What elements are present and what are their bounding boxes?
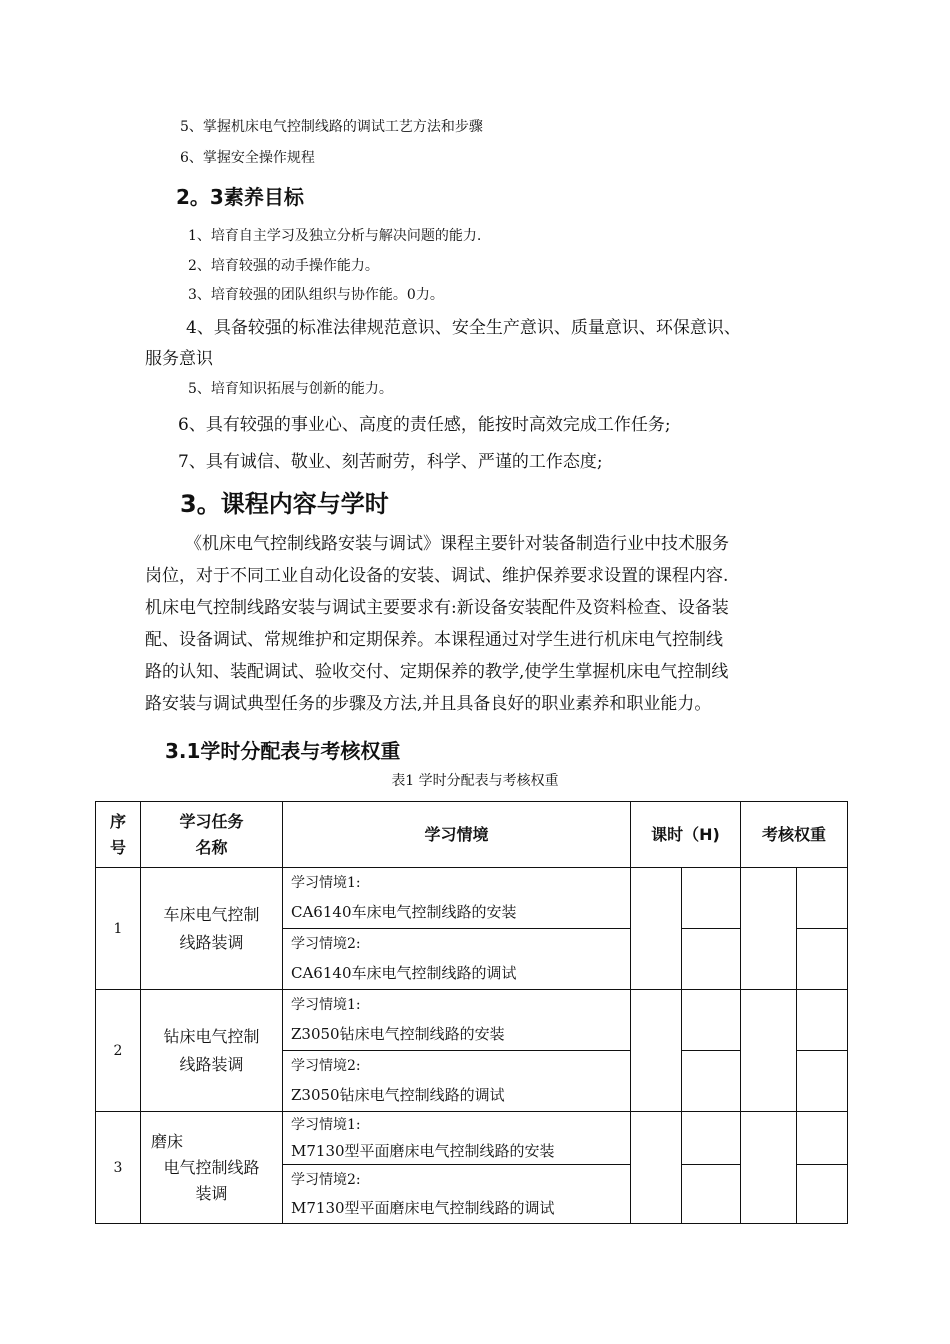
weight-total-cell bbox=[741, 1112, 797, 1224]
table-row bbox=[96, 990, 848, 1051]
weight-cell bbox=[797, 990, 848, 1051]
header-task: 学习任务 名称 bbox=[141, 802, 283, 868]
table-row bbox=[96, 868, 848, 929]
skill-item-5: 5、掌握机床电气控制线路的调试工艺方法和步骤 bbox=[180, 119, 483, 135]
literacy-item-4: 4、具备较强的标准法律规范意识、安全生产意识、质量意识、环保意识、 bbox=[186, 318, 741, 338]
header-weight: 考核权重 bbox=[741, 802, 848, 868]
hours-allocation-table bbox=[95, 801, 848, 1224]
paragraph-line: 《机床电气控制线路安装与调试》课程主要针对装备制造行业中技术服务 bbox=[185, 534, 729, 554]
hours-cell bbox=[682, 868, 741, 929]
hours-total-cell bbox=[631, 990, 682, 1112]
paragraph-line: 岗位，对于不同工业自动化设备的安装、调试、维护保养要求设置的课程内容. bbox=[145, 566, 729, 586]
task-name: 磨床 电气控制线路 装调 bbox=[141, 1112, 283, 1224]
header-situation: 学习情境 bbox=[283, 802, 631, 868]
hours-cell bbox=[682, 990, 741, 1051]
skill-item-6: 6、掌握安全操作规程 bbox=[180, 150, 315, 166]
literacy-item-5: 5、培育知识拓展与创新的能力。 bbox=[188, 381, 393, 397]
table-caption: 表1 学时分配表与考核权重 bbox=[391, 773, 559, 789]
weight-total-cell bbox=[741, 868, 797, 990]
course-paragraph bbox=[145, 528, 810, 720]
situation-cell: 学习情境1: Z3050钻床电气控制线路的安装 bbox=[283, 990, 631, 1051]
hours-cell bbox=[682, 1051, 741, 1112]
hours-cell bbox=[682, 929, 741, 990]
weight-cell bbox=[797, 1165, 848, 1224]
paragraph-line: 路安装与调试典型任务的步骤及方法,并且具备良好的职业素养和职业能力。 bbox=[145, 694, 712, 714]
literacy-heading: 2。3素养目标 bbox=[176, 185, 304, 209]
literacy-item-1: 1、培育自主学习及独立分析与解决问题的能力. bbox=[188, 228, 482, 244]
weight-cell bbox=[797, 929, 848, 990]
row-index: 3 bbox=[96, 1112, 141, 1224]
course-heading: 3。课程内容与学时 bbox=[180, 490, 389, 518]
weight-cell bbox=[797, 1112, 848, 1165]
header-seq: 序 号 bbox=[96, 802, 141, 868]
weight-cell bbox=[797, 868, 848, 929]
literacy-item-2: 2、培育较强的动手操作能力。 bbox=[188, 258, 379, 274]
situation-cell: 学习情境1: CA6140车床电气控制线路的安装 bbox=[283, 868, 631, 929]
paragraph-line: 配、设备调试、常规维护和定期保养。本课程通过对学生进行机床电气控制线 bbox=[145, 630, 723, 650]
literacy-item-4-cont: 服务意识 bbox=[145, 349, 213, 369]
task-name: 车床电气控制 线路装调 bbox=[141, 868, 283, 990]
situation-cell: 学习情境2: M7130型平面磨床电气控制线路的调试 bbox=[283, 1165, 631, 1224]
hours-cell bbox=[682, 1112, 741, 1165]
situation-cell: 学习情境2: Z3050钻床电气控制线路的调试 bbox=[283, 1051, 631, 1112]
literacy-item-7: 7、具有诚信、敬业、刻苦耐劳，科学、严谨的工作态度; bbox=[178, 452, 603, 472]
paragraph-line: 路的认知、装配调试、验收交付、定期保养的教学,使学生掌握机床电气控制线 bbox=[145, 662, 729, 682]
literacy-item-3: 3、培育较强的团队组织与协作能。0力。 bbox=[188, 287, 444, 303]
subsection-heading: 3.1学时分配表与考核权重 bbox=[165, 739, 401, 763]
situation-cell: 学习情境1: M7130型平面磨床电气控制线路的安装 bbox=[283, 1112, 631, 1165]
task-name: 钻床电气控制 线路装调 bbox=[141, 990, 283, 1112]
hours-cell bbox=[682, 1165, 741, 1224]
row-index: 2 bbox=[96, 990, 141, 1112]
paragraph-line: 机床电气控制线路安装与调试主要要求有:新设备安装配件及资料检查、设备装 bbox=[145, 598, 729, 618]
hours-total-cell bbox=[631, 1112, 682, 1224]
literacy-item-6: 6、具有较强的事业心、高度的责任感，能按时高效完成工作任务; bbox=[178, 415, 671, 435]
hours-total-cell bbox=[631, 868, 682, 990]
weight-cell bbox=[797, 1051, 848, 1112]
weight-total-cell bbox=[741, 990, 797, 1112]
header-hours: 课时（H) bbox=[631, 802, 741, 868]
situation-cell: 学习情境2: CA6140车床电气控制线路的调试 bbox=[283, 929, 631, 990]
table-header-row bbox=[96, 802, 848, 868]
table-row bbox=[96, 1112, 848, 1165]
row-index: 1 bbox=[96, 868, 141, 990]
